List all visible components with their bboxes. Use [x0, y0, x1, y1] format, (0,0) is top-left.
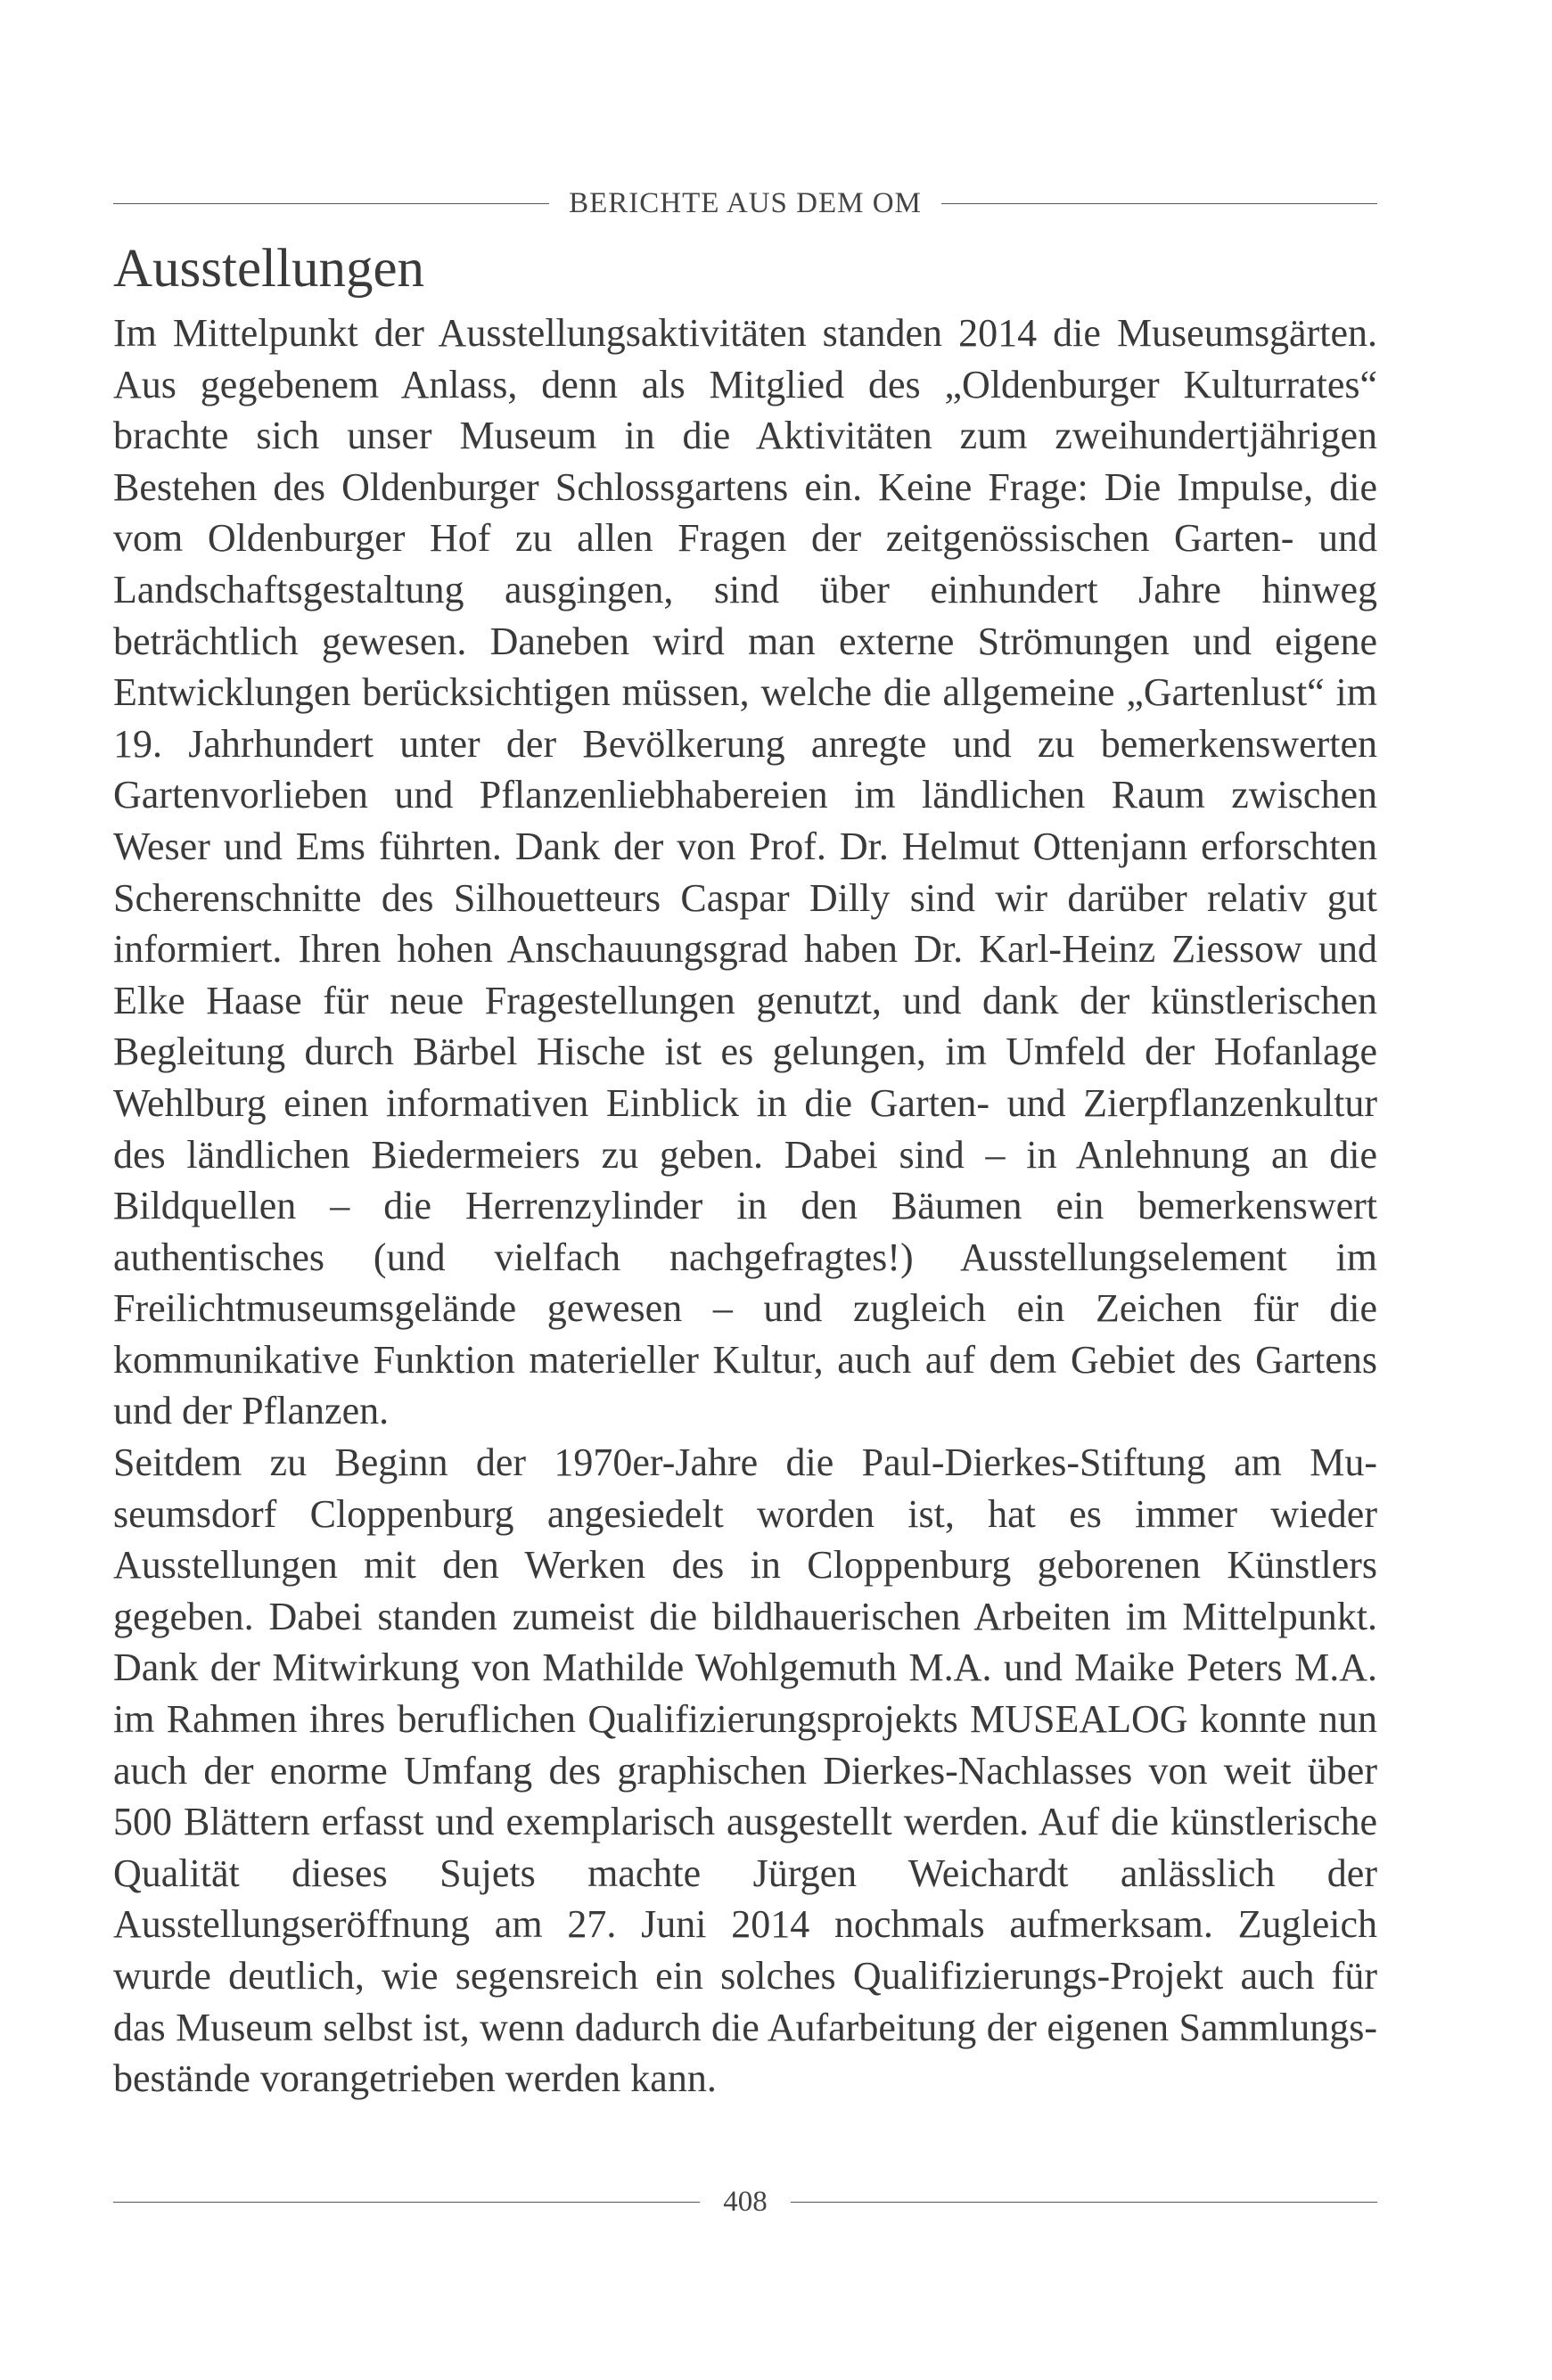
paragraph-dierkes: Seitdem zu Beginn der 1970er-Jahre die Paul-Dierkes-Stiftung am Museumsdorf Cloppenburg angesiedelt worden ist, hat es immer wieder Ausstellungen mit den Werken des in Cloppenburg geborenen Künstlers gegeben. Dabei standen zumeist die bildhauerischen Arbeiten im Mittelpunkt. Dank der Mitwirkung von Mathilde Wohlgemuth M.A. und Maike Peters M.A. im Rahmen ihres beruflichen Qualifizierungsprojekts MUSEALOG konnte nun auch der enorme Umfang des graphischen Dierkes-Nachlasses von weit über 500 Blättern erfasst und exemplarisch ausgestellt werden. Auf die künstlerische Qualität dieses Sujets machte Jürgen Weichardt anlässlich der Ausstellungseröffnung am 27. Juni 2014 nochmals aufmerksam. Zugleich wurde deutlich, wie segensreich ein solches Qualifizierungs-Projekt auch für das Museum selbst ist, wenn dadurch die Aufarbeitung der eigenen Sammlungsbestände vorangetrieben werden kann. — [113, 1440, 1377, 2101]
running-footer — [113, 2179, 1377, 2224]
header-rule-left — [113, 203, 549, 204]
footer-rule-left — [113, 2202, 700, 2203]
running-title: BERICHTE AUS DEM OM — [569, 186, 922, 219]
body-text — [113, 308, 1377, 2105]
section-title: Ausstellungen — [113, 239, 425, 299]
footer-rule-right — [791, 2202, 1377, 2203]
header-rule-right — [941, 203, 1377, 204]
page-number: 408 — [723, 2185, 768, 2218]
paragraph-gardens: Im Mittelpunkt der Ausstellungsaktivitäten standen 2014 die Museumsgärten. Aus gegebenem Anlass, denn als Mitglied des „Oldenburger Kulturrates“ brachte sich unser Museum in die Aktivitäten zum zweihundertjährigen Bestehen des Oldenburger Schlossgartens ein. Keine Frage: Die Impulse, die vom Oldenburger Hof zu allen Fragen der zeitgenössischen Garten- und Landschaftsgestaltung ausgingen, sind über einhundert Jahre hinweg beträchtlich gewesen. Daneben wird man externe Strömungen und eigene Entwicklungen berücksichtigen müssen, welche die allgemeine „Gartenlust“ im 19. Jahrhundert unter der Bevölkerung anregte und zu bemerkenswerten Gartenvorlieben und Pflanzenliebhabereien im ländlichen Raum zwischen Weser und Ems führten. Dank der von Prof. Dr. Helmut Ottenjann erforschten Scherenschnitte des Silhouetteurs Caspar Dilly sind wir darüber relativ gut informiert. Ihren hohen Anschauungsgrad haben Dr. Karl-Heinz Ziessow und Elke Haase für neue Fragestellungen genutzt, und dank der künstlerischen Begleitung durch Bärbel Hische ist es gelungen, im Umfeld der Hofanlage Wehlburg einen informativen Einblick in die Garten- und Zierpflanzenkultur des ländlichen Biedermeiers zu geben. Dabei sind – in Anlehnung an die Bildquellen – die Herrenzylinder in den Bäumen ein bemerkenswert authentisches (und vielfach nachgefragtes!) Ausstellungselement im Freilichtmuseumsgelände gewesen – und zugleich ein Zeichen für die kommunikative Funktion materieller Kultur, auch auf dem Gebiet des Gartens und der Pflanzen. — [113, 311, 1377, 1433]
running-header — [113, 181, 1377, 226]
